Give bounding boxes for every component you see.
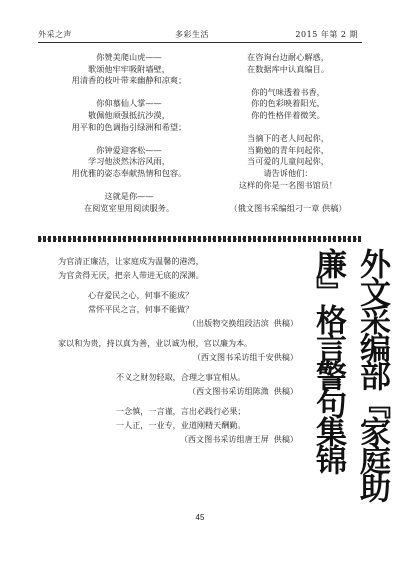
poem-line: 用优雅的姿态奉献热情和包容。 — [71, 167, 187, 178]
quote-credit: （西文图书采访组陈溦 供稿） — [187, 386, 298, 396]
stanza-gap — [44, 87, 214, 99]
poem-line: 当勤勉的青年问起你， — [247, 144, 329, 155]
stanza-gap — [44, 180, 214, 192]
quote-block — [58, 370, 304, 398]
stanza-gap — [218, 122, 358, 134]
poem-line: 在咨询台边耐心解惑， — [247, 52, 329, 62]
stanza-gap — [218, 75, 358, 87]
column-title: 外文采编部『家庭助廉』格言警句集锦 — [310, 248, 390, 500]
journal-name: 外采之声 — [38, 30, 72, 39]
poem-line: 你的气味透着书香， — [251, 86, 325, 97]
quote-block — [58, 288, 304, 330]
column-title-box — [306, 248, 390, 540]
poem-line: 请告诉他们： — [263, 167, 313, 178]
stanza-gap — [218, 191, 358, 203]
quote-block — [58, 404, 304, 446]
poem-line: 学习他淡然沐浴风雨， — [88, 156, 170, 167]
quote-credit: （西文图书采访组千安供稿） — [192, 352, 298, 362]
poem-line: 用平和的色调指引绿洲和希望； — [71, 121, 187, 132]
poem-line: （俄文图书采编组刁一章 供稿） — [229, 202, 347, 213]
poem-line: 你钟爱迎客松—— — [96, 144, 162, 155]
quote-line: 常怀平民之言，何事不能做？ — [88, 304, 194, 314]
poem-line: 用清香的枝叶带来幽静和凉爽； — [71, 75, 187, 86]
quote-line: 不义之财勿轻取，合理之事宜相从。 — [116, 372, 246, 382]
quote-credit: （西文图书采访组唐王屏 供稿） — [179, 434, 298, 444]
quote-credit: （出版物交换组段洁滨 供稿） — [187, 318, 298, 328]
poem-line: 歌颂他牢牢吸附墙壁， — [88, 63, 170, 74]
poem-line: 在阅览室里用阅读服务。 — [83, 202, 175, 213]
page-header — [0, 0, 400, 46]
quote-line: 为官清正廉洁，让家庭成为温馨的港湾， — [58, 256, 204, 266]
page-number: 45 — [195, 513, 205, 522]
section-name: 多彩生活 — [175, 30, 209, 39]
issue-label: 2015 年第 2 期 — [295, 30, 358, 39]
quote-line: 为官贪得无厌，把亲人带进无底的深渊。 — [58, 270, 204, 280]
quote-line: 一念慎，一言谨，言出必践行必果； — [116, 406, 246, 416]
quote-block — [58, 336, 304, 364]
poem-line: 当摘下的老人问起你， — [247, 133, 329, 144]
quote-line: 一人正，一业专，业道刚精天酬勤。 — [116, 420, 246, 430]
poem-line: 这就是你—— — [104, 191, 154, 202]
poem-right-column — [218, 52, 358, 214]
stanza-gap — [44, 133, 214, 145]
quote-line: 家以和为贵，持以真为善，业以诚为根，官以廉为本。 — [58, 338, 253, 348]
poem-left-column — [44, 52, 214, 214]
poem-line: 你赞美爬山虎—— — [96, 52, 162, 62]
poem-line: 你的性格伴着微笑。 — [251, 109, 325, 120]
section-divider — [38, 236, 362, 242]
quote-line: 心存爱民之心，何事不能成？ — [88, 290, 194, 300]
header-rule — [38, 42, 362, 43]
poem-line: 敬佩他顽强抵抗沙漠， — [88, 109, 170, 120]
poem-line: 你仰慕仙人掌—— — [96, 98, 162, 109]
quotes-section — [58, 254, 304, 452]
quote-block — [58, 254, 304, 282]
poem-line: 当可爱的儿童问起你， — [247, 156, 329, 167]
poem-line: 这样的你是一名图书馆员！ — [238, 179, 338, 190]
poem-line: 在数据库中认真编目。 — [247, 63, 329, 74]
poem-line: 你的色彩映着阳光， — [251, 98, 325, 109]
